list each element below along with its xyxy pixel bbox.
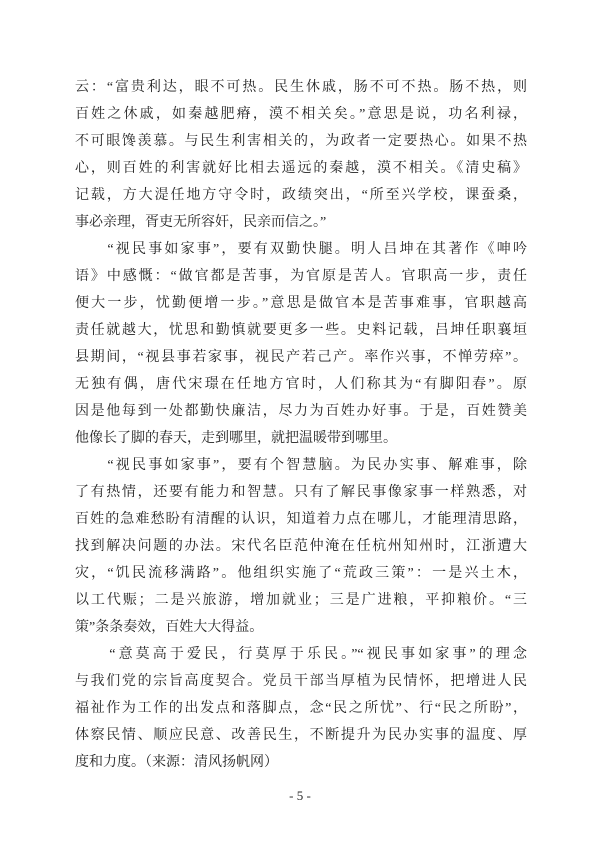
text-line: 灾，“饥民流移满路”。他组织实施了“荒政三策”：一是兴土木，	[75, 566, 527, 581]
text-line: 度和力度。（来源：清风扬帆网）	[75, 755, 278, 770]
text-line: 无独有偶，唐代宋璟在任地方官时，人们称其为“有脚阳春”。原	[75, 377, 527, 392]
text-line: 找到解决问题的办法。宋代名臣范仲淹在任杭州知州时，江浙遭大	[75, 539, 527, 554]
text-line: 云：“富贵利达，眼不可热。民生休戚，肠不可不热。肠不热，则	[75, 80, 527, 95]
paragraph	[75, 641, 527, 776]
text-line: “视民事如家事”，要有个智慧脑。为民办实事、解难事，除	[75, 458, 527, 473]
text-line: 责任就越大，忧思和勤慎就要更多一些。史料记载，吕坤任职襄垣	[75, 323, 527, 338]
text-line: 因是他每到一处都勤快廉洁，尽力为百姓办好事。于是，百姓赞美	[75, 404, 527, 419]
text-line: 了有热情，还要有能力和智慧。只有了解民事像家事一样熟悉，对	[75, 485, 527, 500]
text-line: 不可眼馋羡慕。与民生利害相关的，为政者一定要热心。如果不热	[75, 134, 527, 149]
text-line: 心，则百姓的利害就好比相去遥远的秦越，漠不相关。《清史稿》	[75, 161, 527, 176]
text-line: “视民事如家事”，要有双勤快腿。明人吕坤在其著作《呻吟	[75, 242, 527, 257]
text-line: 百姓的急难愁盼有清醒的认识，知道着力点在哪儿，才能理清思路，	[75, 512, 527, 527]
text-line: “意莫高于爱民，行莫厚于乐民。”“视民事如家事”的理念	[75, 647, 527, 662]
text-line: 事必亲理，胥吏无所容奸，民亲而信之。”	[75, 215, 327, 230]
text-line: 以工代赈；二是兴旅游，增加就业；三是广进粮，平抑粮价。“三	[75, 593, 527, 608]
text-line: 记载，方大湜任地方守令时，政绩突出，“所至兴学校，课蚕桑，	[75, 188, 527, 203]
paragraph	[75, 74, 527, 236]
text-line: 福祉作为工作的出发点和落脚点，念“民之所忧”、行“民之所盼”，	[75, 701, 527, 716]
text-line: 体察民情、顺应民意、改善民生，不断提升为民办实事的温度、厚	[75, 728, 527, 743]
paragraph	[75, 236, 527, 452]
text-line: 便大一步，忧勤便增一步。”意思是做官本是苦事难事，官职越高	[75, 296, 527, 311]
text-line: 与我们党的宗旨高度契合。党员干部当厚植为民情怀，把增进人民	[75, 674, 527, 689]
text-line: 百姓之休戚，如秦越肥瘠，漠不相关矣。”意思是说，功名利禄，	[75, 107, 527, 122]
document-body	[75, 74, 527, 776]
text-line: 语》中感慨：“做官都是苦事，为官原是苦人。官职高一步，责任	[75, 269, 527, 284]
text-line: 策”条条奏效，百姓大大得益。	[75, 620, 264, 635]
paragraph	[75, 452, 527, 641]
text-line: 县期间，“视县事若家事，视民产若己产。率作兴事，不惮劳瘁”。	[75, 350, 527, 365]
page-number: - 5 -	[289, 788, 311, 803]
text-line: 他像长了脚的春天，走到哪里，就把温暖带到哪里。	[75, 431, 397, 446]
